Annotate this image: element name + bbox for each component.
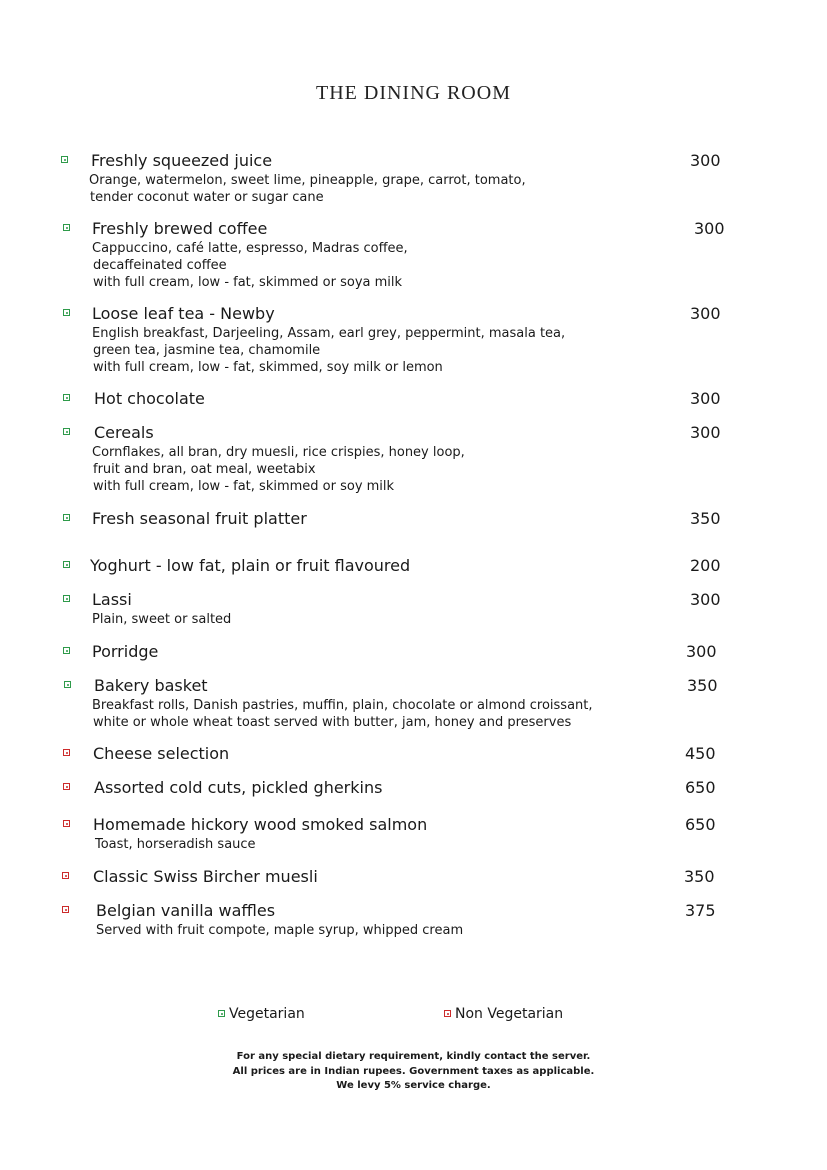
item-description: tender coconut water or sugar cane	[90, 190, 324, 205]
nonveg-icon	[444, 1010, 451, 1017]
item-price: 300	[690, 590, 721, 609]
veg-icon	[218, 1010, 225, 1017]
item-name: Freshly squeezed juice	[91, 151, 273, 170]
item-name: Bakery basket	[94, 676, 208, 695]
item-price: 300	[690, 423, 721, 442]
item-description: Plain, sweet or salted	[92, 612, 232, 627]
veg-icon	[63, 647, 70, 654]
item-price: 350	[684, 867, 715, 886]
item-name: Loose leaf tea - Newby	[92, 304, 275, 323]
veg-icon	[64, 681, 71, 688]
item-name: Hot chocolate	[94, 389, 205, 408]
item-name: Classic Swiss Bircher muesli	[93, 867, 318, 886]
item-description: white or whole wheat toast served with butter, jam, honey and preserves	[93, 715, 572, 730]
item-price: 650	[685, 815, 716, 834]
item-description: English breakfast, Darjeeling, Assam, earl grey, peppermint, masala tea,	[92, 326, 566, 341]
item-description: Toast, horseradish sauce	[95, 837, 256, 852]
veg-icon	[63, 224, 70, 231]
page-title: THE DINING ROOM	[316, 82, 511, 104]
item-description: with full cream, low - fat, skimmed, soy milk or lemon	[93, 360, 443, 375]
item-name: Fresh seasonal fruit platter	[92, 509, 307, 528]
item-price: 300	[690, 304, 721, 323]
nonveg-icon	[63, 783, 70, 790]
item-description: green tea, jasmine tea, chamomile	[93, 343, 321, 358]
legend-veg-label: Vegetarian	[229, 1006, 305, 1022]
veg-icon	[63, 514, 70, 521]
item-name: Cheese selection	[93, 744, 230, 763]
item-name: Yoghurt - low fat, plain or fruit flavoured	[90, 556, 411, 575]
veg-icon	[61, 156, 68, 163]
item-name: Homemade hickory wood smoked salmon	[93, 815, 428, 834]
item-price: 375	[685, 901, 716, 920]
note-dietary: For any special dietary requirement, kindly contact the server.	[236, 1051, 591, 1062]
item-price: 450	[685, 744, 716, 763]
item-price: 200	[690, 556, 721, 575]
item-price: 650	[685, 778, 716, 797]
item-price: 300	[686, 642, 717, 661]
item-price: 350	[687, 676, 718, 695]
item-price: 300	[694, 219, 725, 238]
item-description: with full cream, low - fat, skimmed or soya milk	[93, 275, 403, 290]
item-description: fruit and bran, oat meal, weetabix	[93, 462, 316, 477]
legend-nonveg	[444, 1006, 563, 1022]
veg-icon	[63, 394, 70, 401]
item-name: Belgian vanilla waffles	[96, 901, 276, 920]
nonveg-icon	[63, 749, 70, 756]
veg-icon	[63, 309, 70, 316]
nonveg-icon	[63, 820, 70, 827]
item-description: Served with fruit compote, maple syrup, whipped cream	[96, 923, 464, 938]
item-description: Orange, watermelon, sweet lime, pineapple, grape, carrot, tomato,	[89, 173, 526, 188]
item-description: Cornflakes, all bran, dry muesli, rice crispies, honey loop,	[92, 445, 465, 460]
veg-icon	[63, 561, 70, 568]
item-description: Breakfast rolls, Danish pastries, muffin, plain, chocolate or almond croissant,	[92, 698, 593, 713]
legend-nonveg-label: Non Vegetarian	[455, 1006, 564, 1022]
note-prices: All prices are in Indian rupees. Government taxes as applicable.	[232, 1065, 595, 1077]
veg-icon	[63, 428, 70, 435]
legend-veg	[218, 1006, 305, 1022]
item-price: 300	[690, 389, 721, 408]
item-name: Assorted cold cuts, pickled gherkins	[94, 778, 383, 797]
item-name: Cereals	[94, 423, 154, 442]
item-name: Freshly brewed coffee	[92, 219, 268, 238]
note-service-charge: We levy 5% service charge.	[336, 1080, 491, 1091]
item-price: 300	[690, 151, 721, 170]
footer-notes	[0, 1050, 827, 1094]
item-price: 350	[690, 509, 721, 528]
item-name: Porridge	[92, 642, 159, 661]
nonveg-icon	[62, 906, 69, 913]
item-description: with full cream, low - fat, skimmed or soy milk	[93, 479, 395, 494]
item-description: decaffeinated coffee	[93, 258, 227, 273]
nonveg-icon	[62, 872, 69, 879]
veg-icon	[63, 595, 70, 602]
item-description: Cappuccino, café latte, espresso, Madras coffee,	[92, 241, 408, 256]
item-name: Lassi	[92, 590, 132, 609]
